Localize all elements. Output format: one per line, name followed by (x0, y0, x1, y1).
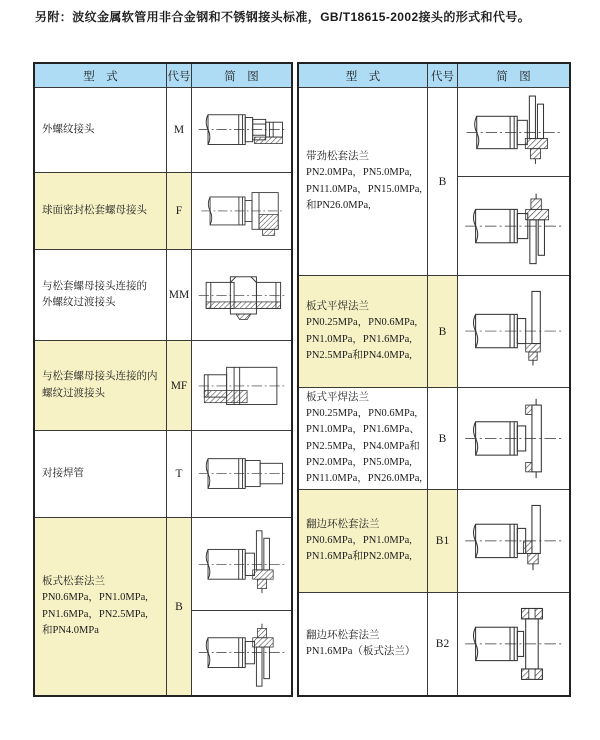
fitting-diagram-flange-up (192, 518, 291, 610)
type-cell (299, 388, 427, 489)
type-text (42, 369, 158, 402)
table-row (35, 517, 291, 695)
code-cell: MF (166, 341, 191, 430)
table-left-half (33, 62, 293, 697)
fittings-table (33, 62, 571, 697)
type-line: PN11.0MPa，PN26.0MPa, (306, 473, 423, 485)
diagram-cell (191, 88, 291, 172)
type-line: 和PN26.0MPa, (306, 199, 371, 211)
column-header-type: 型 式 (299, 64, 427, 87)
type-cell (299, 593, 427, 695)
code-cell: M (166, 88, 191, 172)
table-row (35, 172, 291, 249)
type-text (42, 466, 84, 482)
fitting-diagram-female-nut (192, 341, 291, 430)
header-row (299, 64, 569, 87)
type-cell (35, 431, 166, 517)
diagram-cell (457, 88, 569, 275)
diagram-cell (457, 276, 569, 387)
type-line: 带劲松套法兰 (306, 150, 369, 162)
code-cell: T (166, 431, 191, 517)
diagram-cell (457, 388, 569, 489)
diagram-cell (191, 341, 291, 430)
type-line: PN0.25MPa，PN0.6MPa, (306, 317, 418, 329)
type-line: 外螺纹过渡接头 (42, 297, 116, 308)
type-line: 板式平焊法兰 (306, 391, 369, 403)
type-text (306, 390, 422, 488)
type-line: PN1.6MPa，PN2.5MPa, (42, 608, 148, 620)
table-row (35, 340, 291, 430)
fitting-diagram-flange-up (458, 88, 569, 176)
type-cell (35, 173, 166, 249)
column-header-code: 代号 (427, 64, 457, 87)
table-row (299, 387, 569, 489)
type-line: PN11.0MPa，PN15.0MPa, (306, 183, 423, 195)
type-text (306, 517, 412, 566)
type-line: PN0.6MPa，PN1.0MPa, (306, 534, 412, 546)
type-text (306, 628, 415, 661)
table-row (299, 592, 569, 695)
diagram-cell (191, 518, 291, 695)
fitting-diagram-flange-collar (458, 490, 569, 592)
type-line: PN2.5MPa和PN4.0MPa, (306, 349, 412, 361)
type-cell (35, 250, 166, 340)
type-text (42, 574, 148, 639)
type-line: PN2.0MPa，PN5.0MPa, (306, 456, 412, 468)
diagram-cell (191, 250, 291, 340)
type-line: 板式平焊法兰 (306, 300, 369, 312)
type-line: 与松套螺母接头连接的内 (42, 371, 158, 383)
type-line: 对接焊管 (42, 467, 84, 479)
table-right-half (297, 62, 571, 697)
code-cell: MM (166, 250, 191, 340)
type-line: PN0.6MPa，PN1.0MPa, (42, 592, 148, 604)
header-row (35, 64, 291, 87)
diagram-cell (457, 593, 569, 695)
fitting-diagram-flange-weld-up (458, 276, 569, 387)
table-row (35, 430, 291, 517)
type-line: PN2.0MPa，PN5.0MPa, (306, 167, 412, 179)
diagram-cell (191, 173, 291, 249)
code-cell: F (166, 173, 191, 249)
type-line: 板式松套法兰 (42, 575, 105, 587)
code-cell: B (427, 388, 457, 489)
type-line: PN1.6MPa（板式法兰） (306, 646, 416, 657)
code-cell: B (166, 518, 191, 695)
type-line: 球面密封松套螺母接头 (42, 204, 147, 216)
type-text (42, 203, 147, 219)
diagram-cell (457, 490, 569, 592)
type-cell (35, 518, 166, 695)
fitting-diagram-male-thread (192, 88, 291, 172)
table-row (299, 489, 569, 592)
column-header-type: 型 式 (35, 64, 166, 87)
type-cell (299, 276, 427, 387)
type-line: 外螺纹接头 (42, 123, 95, 135)
fitting-diagram-nipple (192, 250, 291, 340)
fitting-diagram-flange-rings (458, 593, 569, 695)
type-text (306, 149, 422, 214)
fitting-diagram-flange-down (458, 176, 569, 275)
type-cell (35, 88, 166, 172)
type-line: 翻边环松套法兰 (306, 629, 380, 641)
fitting-diagram-butt-weld (192, 431, 291, 517)
column-header-diagram: 简 图 (191, 64, 291, 87)
type-text (42, 279, 147, 312)
diagram-cell (191, 431, 291, 517)
type-line: 与松套螺母接头连接的 (42, 280, 147, 292)
page-title: 另附：波纹金属软管用非合金钢和不锈钢接头标准，GB/T18615-2002接头的形式和代号。 (35, 10, 531, 24)
type-cell (299, 88, 427, 275)
type-line: PN2.5MPa，PN4.0MPa和 (306, 440, 420, 452)
fitting-diagram-flange-down (192, 610, 291, 695)
type-text (306, 299, 417, 364)
type-line: 螺纹过渡接头 (42, 387, 105, 399)
type-line: PN1.6MPa和PN2.0MPa, (306, 551, 412, 563)
code-cell: B2 (427, 593, 457, 695)
table-row (299, 275, 569, 387)
code-cell: B (427, 88, 457, 275)
type-line: PN1.0MPa，PN1.6MPa, (306, 333, 412, 345)
type-line: PN0.25MPa，PN0.6MPa, (306, 407, 418, 419)
column-header-diagram: 简 图 (457, 64, 569, 87)
table-row (35, 87, 291, 172)
type-cell (35, 341, 166, 430)
type-text (42, 122, 95, 138)
fitting-diagram-flange-sym (458, 388, 569, 489)
column-header-code: 代号 (166, 64, 191, 87)
type-line: 和PN4.0MPa (42, 624, 99, 636)
table-row (299, 87, 569, 275)
type-line: 翻边环松套法兰 (306, 518, 380, 530)
fitting-diagram-swivel-nut (192, 173, 291, 249)
table-row (35, 249, 291, 340)
code-cell: B (427, 276, 457, 387)
type-line: PN1.0MPa，PN1.6MPa、 (306, 424, 420, 436)
code-cell: B1 (427, 490, 457, 592)
type-cell (299, 490, 427, 592)
